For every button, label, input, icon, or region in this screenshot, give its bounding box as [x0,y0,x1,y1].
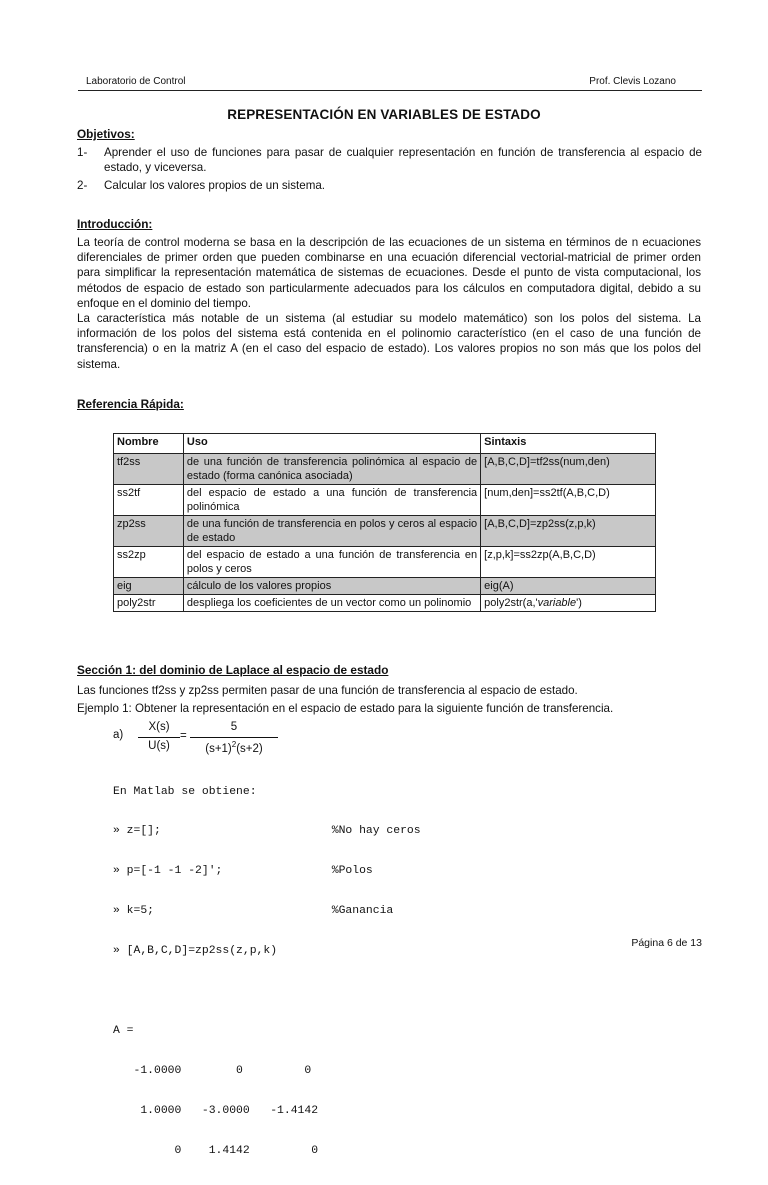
objetivo-item-1 [77,145,702,175]
objetivo-text: Calcular los valores propios de un sistema. [104,179,326,192]
cell-sintaxis [481,595,656,612]
cell-nombre: zp2ss [114,516,184,547]
objetivo-text: Aprender el uso de funciones para pasar de cualquier representación en función de transferencia al espacio de estado, y viceversa. [104,146,702,174]
code-line: En Matlab se obtiene: [113,785,257,798]
equation-lhs-denominator: U(s) [148,740,170,752]
cell-nombre: ss2tf [114,485,184,516]
equation-rhs-fraction-bar [190,737,278,738]
table-row [114,485,656,516]
code-line: » z=[]; %No hay ceros [113,825,421,838]
objetivo-number: 1- [77,146,88,159]
column-header-uso: Uso [183,434,480,454]
cell-sintaxis: [z,p,k]=ss2zp(A,B,C,D) [481,547,656,578]
equation-rhs-numerator: 5 [230,721,238,733]
reference-table [113,433,656,612]
cell-nombre: ss2zp [114,547,184,578]
seccion1-paragraph-2: Ejemplo 1: Obtener la representación en el espacio de estado para la siguiente función de transferencia. [77,702,614,715]
cell-nombre: tf2ss [114,454,184,485]
cell-uso: de una función de transferencia en polos y ceros al espacio de estado [183,516,480,547]
objetivo-item-2 [77,178,702,193]
column-header-sintaxis: Sintaxis [481,434,656,454]
document-title: REPRESENTACIÓN EN VARIABLES DE ESTADO [227,107,541,122]
cell-uso: despliega los coeficientes de un vector como un polinomio [183,595,480,612]
cell-nombre: eig [114,578,184,595]
table-row [114,516,656,547]
denominator-factor-1: (s+1) [205,742,232,755]
objetivo-number: 2- [77,179,88,192]
cell-nombre: poly2str [114,595,184,612]
header-course: Laboratorio de Control [86,76,186,87]
code-line: A = [113,1024,134,1037]
code-line: 0 1.4142 0 [113,1144,319,1157]
seccion1-paragraph-1: Las funciones tf2ss y zp2ss permiten pasar de una función de transferencia al espacio de estado. [77,684,578,697]
code-line [113,985,421,998]
equation-lhs-fraction-bar [138,737,180,738]
cell-sintaxis: [num,den]=ss2tf(A,B,C,D) [481,485,656,516]
table-row [114,595,656,612]
seccion1-heading: Sección 1: del dominio de Laplace al espacio de estado [77,663,389,677]
referencia-heading: Referencia Rápida: [77,397,184,411]
cell-sintaxis: eig(A) [481,578,656,595]
cell-sintaxis: [A,B,C,D]=tf2ss(num,den) [481,454,656,485]
equation-rhs-denominator [191,740,277,755]
denominator-exponent: 2 [231,740,237,749]
table-row [114,454,656,485]
sintaxis-variable: variable [537,597,577,609]
code-line: » p=[-1 -1 -2]'; %Polos [113,865,373,878]
objetivos-heading: Objetivos: [77,127,135,141]
cell-sintaxis: [A,B,C,D]=zp2ss(z,p,k) [481,516,656,547]
code-line: » k=5; %Ganancia [113,905,394,918]
equation-lhs-numerator: X(s) [148,721,170,733]
page-number: Página 6 de 13 [631,937,702,949]
table-header-row [114,434,656,454]
code-line: -1.0000 0 0 [113,1064,312,1077]
introduccion-paragraph-2: La característica más notable de un sistema (al estudiar su modelo matemático) son los polos del sistema. La información de los polos del sistema está contenida en el polinomio característico (en el caso de una función de transferencia) o en la matriz A (en el caso del espacio de estado). Los valores propios no son más que los polos del sistema. [77,312,701,371]
equation-equals: = [180,730,187,742]
code-line: » [A,B,C,D]=zp2ss(z,p,k) [113,945,278,958]
introduccion-heading: Introducción: [77,217,153,231]
transfer-function-equation [113,718,313,758]
matlab-code-block [113,759,421,1185]
equation-label: a) [113,729,124,741]
page-header [78,76,702,91]
cell-uso: del espacio de estado a una función de transferencia en polos y ceros [183,547,480,578]
cell-uso: del espacio de estado a una función de transferencia polinómica [183,485,480,516]
sintaxis-suffix: ') [576,597,582,609]
sintaxis-prefix: poly2str(a,' [484,597,538,609]
introduccion-paragraph-1: La teoría de control moderna se basa en la descripción de las ecuaciones de un sistema en términos de n ecuaciones diferenciales de primer orden que pueden combinarse en una ecuación diferencial vectorial-matricial de primer orden para simplificar la representación matemática de sistemas de ecuaciones. Desde el punto de vista computacional, los métodos de espacio de estado son particularmente adecuados para los cálculos en computadora digital, debido a su enfoque en el dominio del tiempo. [77,236,701,310]
column-header-nombre: Nombre [114,434,184,454]
cell-uso: de una función de transferencia polinómica al espacio de estado (forma canónica asociada) [183,454,480,485]
table-row [114,578,656,595]
header-author: Prof. Clevis Lozano [589,76,676,87]
cell-uso: cálculo de los valores propios [183,578,480,595]
code-line: 1.0000 -3.0000 -1.4142 [113,1104,319,1117]
denominator-factor-2: (s+2) [236,742,263,755]
table-row [114,547,656,578]
